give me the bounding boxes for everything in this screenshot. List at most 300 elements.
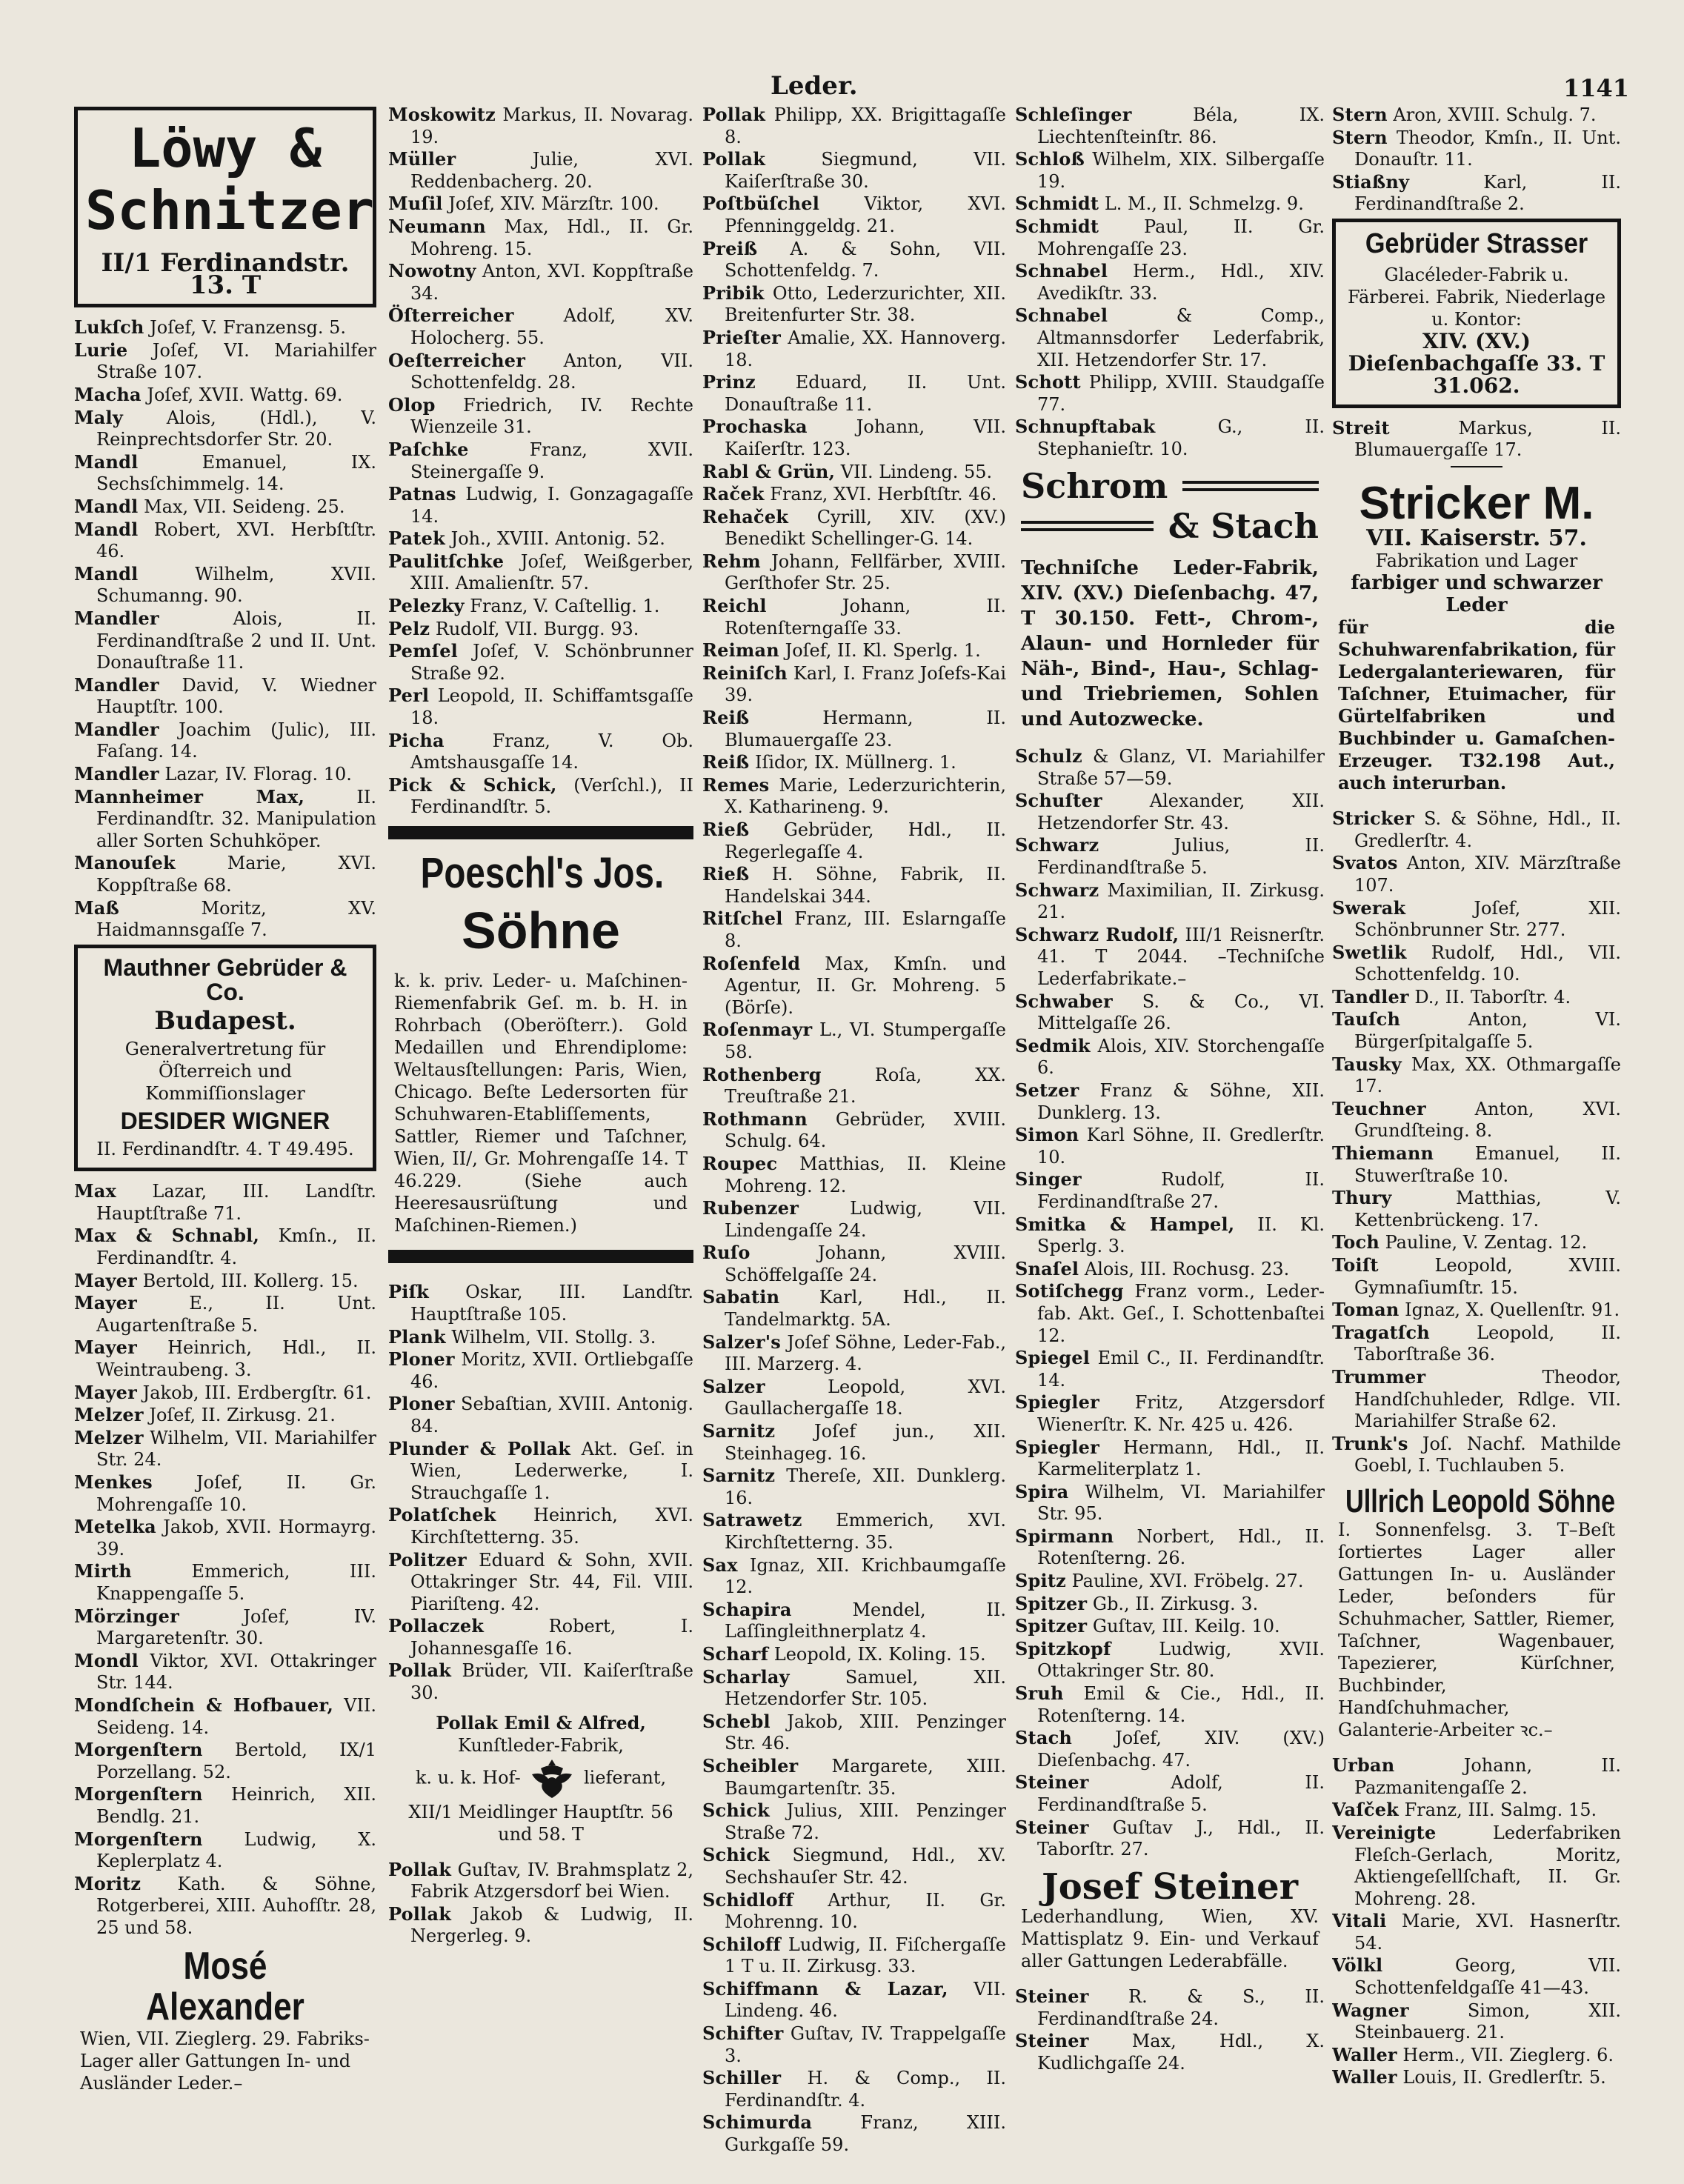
directory-entry: [1015, 1258, 1325, 1281]
entry-name: Toiſt: [1332, 1254, 1379, 1276]
ad-loewy-name-1: Löwy &: [128, 117, 322, 179]
entry-details: Margarete, XIII. Baumgartenſtr. 35.: [725, 1755, 1006, 1799]
entry-details: Emil & Cie., Hdl., II. Rotenſterng. 14.: [1037, 1683, 1325, 1726]
directory-entry: [1015, 1525, 1325, 1570]
entry-name: Schiffmann & Lazar,: [702, 1977, 948, 2000]
ad-mose-text: Wien, VII. Zieglerg. 29. Fabriks-Lager aller Gattungen In- und Ausländer Leder.–: [80, 2028, 370, 2094]
entry-details: II. Kl. Sperlg. 3.: [1037, 1213, 1325, 1257]
entry-name: Müller: [388, 148, 456, 170]
entry-details: Karl Söhne, II. Gredlerſtr. 10.: [1037, 1125, 1325, 1168]
entry-details: Leopold, XVI. Gaullachergaſſe 18.: [725, 1376, 1006, 1419]
directory-entry: [388, 1549, 693, 1616]
directory-entry: [388, 483, 693, 527]
entry-details: G., II. Stephanieſtr. 10.: [1037, 416, 1325, 459]
separator-bar: [388, 1250, 693, 1263]
entry-name: Steiner: [1015, 1985, 1089, 2008]
entry-details: Aron, XVIII. Schulg. 7.: [1387, 104, 1597, 125]
entry-details: Maximilian, II. Zirkusg. 21.: [1037, 879, 1325, 923]
ad-mauthner: [74, 945, 376, 1171]
entry-details: Emmerich, III. Knappengaſſe 5.: [96, 1561, 376, 1604]
directory-entry: [1332, 127, 1621, 171]
entry-name: Scharlay: [702, 1665, 790, 1688]
entry-details: Marie, Lederzurichterin, X. Katharineng. 9.: [725, 774, 1006, 818]
directory-entry: [1332, 1754, 1621, 1799]
ad-schrom-text: Techniſche Leder-Fabrik, XIV. (XV.) Dieſenbachg. 47, T 30.150. Fett-, Chrom-, Alaun- und Hornleder für Näh-, Bind-, Hau-, Schlag- und Triebriemen, Sohlen und Autozwecke.: [1021, 557, 1319, 731]
entry-details: Lazar, III. Landſtr. Hauptſtraße 71.: [96, 1181, 376, 1224]
entry-name: Steiner: [1015, 1771, 1089, 1794]
entry-details: Anton, XIV. Märzſtraße 107.: [1354, 853, 1621, 896]
entry-name: Pollaczek: [388, 1615, 485, 1637]
entry-details: Viktor, XVI. Pfenninggeldg. 21.: [725, 193, 1006, 236]
entry-name: Mandl: [74, 450, 139, 473]
entry-name: Rubenzer: [702, 1197, 799, 1219]
entry-name: Satrawetz: [702, 1509, 802, 1531]
entries-list: [388, 1859, 693, 1948]
directory-entry: [702, 1465, 1006, 1509]
entry-name: Sruh: [1015, 1682, 1064, 1705]
entry-details: VII. Lindeng. 55.: [835, 461, 993, 482]
entries-list: [702, 104, 1006, 2154]
entry-name: Remes: [702, 773, 770, 796]
entry-name: Reiman: [702, 639, 779, 662]
entry-details: VII. Seideng. 14.: [96, 1694, 376, 1738]
directory-entry: [388, 260, 693, 304]
directory-entry: [702, 506, 1006, 550]
directory-entry: [1332, 986, 1621, 1009]
directory-entry: [1015, 416, 1325, 460]
separator-bar: [1182, 481, 1319, 491]
directory-entry: [388, 640, 693, 685]
entry-name: Pollak: [388, 1902, 452, 1925]
entry-name: Stern: [1332, 126, 1388, 148]
directory-entry: [388, 1504, 693, 1548]
entry-name: Sarnitz: [702, 1420, 776, 1442]
entry-details: Hermann, Hdl., II. Karmeliterplatz 1.: [1037, 1436, 1325, 1480]
directory-entry: [388, 550, 693, 595]
directory-entry: [1015, 1436, 1325, 1481]
entries-list: [1332, 1754, 1621, 2089]
entry-name: Olop: [388, 393, 436, 416]
entry-details: Anton, XVI. Koppſtraße 34.: [410, 261, 693, 304]
directory-entry: [702, 148, 1006, 193]
directory-entry: [388, 1281, 693, 1325]
entry-details: Joſef, II. Gr. Mohrengaſſe 10.: [96, 1472, 376, 1515]
directory-entry: [388, 1438, 693, 1505]
directory-entry: [702, 707, 1006, 751]
directory-entry: [702, 238, 1006, 282]
entry-details: Alois, (Hdl.), V. Reinprechtsdorfer Str. 20.: [96, 407, 376, 450]
ad-schrom-stach: [1015, 464, 1325, 737]
entry-details: Alois, XIV. Storchengaſſe 6.: [1037, 1035, 1325, 1079]
directory-entry: [388, 104, 693, 148]
entry-details: Pauline, XVI. Fröbelg. 27.: [1065, 1571, 1304, 1592]
entry-name: Salzer: [702, 1375, 765, 1397]
directory-entry: [1015, 1985, 1325, 2030]
entry-details: Otto, Lederzurichter, XII. Breitenfurter Str. 38.: [725, 282, 1006, 326]
directory-entry: [1332, 1254, 1621, 1299]
ad-poeschl-name-2: Söhne: [462, 901, 620, 959]
entry-details: Joachim (Julic), III. Faſang. 14.: [96, 719, 376, 762]
directory-entry: [1015, 1213, 1325, 1258]
entry-name: Reiß: [702, 751, 750, 773]
entry-details: Kath. & Söhne, Rotgerberei, XIII. Auhofſtr. 28, 25 und 58.: [96, 1873, 376, 1938]
directory-entry: [702, 1554, 1006, 1599]
entries-list: [1332, 104, 1621, 216]
entry-details: II. Ferdinandſtr. 32. Manipulation aller Sorten Schuhköper.: [96, 786, 376, 851]
directory-entry: [1015, 1727, 1325, 1771]
page-title: Leder.: [771, 71, 858, 101]
entry-name: Pemſel: [388, 640, 458, 662]
entry-name: Raček: [702, 483, 765, 505]
directory-entry: [702, 1978, 1006, 2022]
entry-name: Roſenfeld: [702, 952, 801, 974]
entry-name: Schuſter: [1015, 790, 1102, 812]
entry-details: (Verſchl.), II Ferdinandſtr. 5.: [410, 774, 693, 818]
directory-entry: [388, 730, 693, 774]
entry-details: Matthias, II. Kleine Mohreng. 12.: [725, 1153, 1006, 1196]
entry-name: Scharf: [702, 1642, 769, 1665]
directory-entry: [1332, 417, 1621, 462]
entry-details: E., II. Unt. Augartenſtraße 5.: [96, 1293, 376, 1336]
entry-name: Rabl & Grün,: [702, 460, 836, 482]
ad-stricker-name: Stricker M.: [1359, 478, 1594, 530]
directory-entry: [702, 1153, 1006, 1197]
directory-entry: [1332, 1433, 1621, 1477]
entry-details: Marie, XVI. Hasnerſtr. 54.: [1354, 1911, 1621, 1954]
entry-details: Joh., XVIII. Antonig. 52.: [445, 528, 665, 550]
entry-name: Melzer: [74, 1426, 144, 1448]
directory-entry: [74, 1739, 376, 1783]
directory-entry: [702, 1800, 1006, 1844]
entry-details: Franz & Söhne, XII. Dunklerg. 13.: [1037, 1080, 1325, 1123]
directory-entry: [74, 1650, 376, 1694]
entry-name: Roſenmayr: [702, 1019, 813, 1041]
entries-list: [1332, 808, 1621, 1477]
entry-name: Öſterreicher: [388, 304, 514, 327]
entry-details: Rudolf, II. Ferdinandſtraße 27.: [1037, 1169, 1325, 1212]
entry-details: Johann, VII. Kaiſerſtr. 123.: [725, 416, 1006, 459]
entry-name: Swerak: [1332, 896, 1406, 919]
entry-name: Max & Schnabl,: [74, 1225, 260, 1247]
directory-entry: [74, 1873, 376, 1940]
entry-name: Rothenberg: [702, 1063, 822, 1085]
entry-details: & Glanz, VI. Mariahilfer Straße 57—59.: [1037, 746, 1325, 789]
entry-name: Maly: [74, 406, 123, 428]
entry-name: Mörzinger: [74, 1605, 179, 1627]
directory-entry: [74, 1783, 376, 1828]
directory-entry: [74, 1225, 376, 1269]
entry-details: Louis, II. Gredlerſtr. 5.: [1397, 2067, 1606, 2088]
entry-details: Herm., VII. Zieglerg. 6.: [1397, 2044, 1614, 2065]
entry-details: Matthias, V. Kettenbrückeng. 17.: [1354, 1188, 1621, 1231]
directory-entry: [1332, 1910, 1621, 1954]
directory-entry: [388, 1326, 693, 1349]
directory-entry: [1332, 897, 1621, 942]
entry-name: Teuchner: [1332, 1097, 1426, 1119]
directory-entry: [1015, 790, 1325, 834]
entry-name: Schwarz: [1015, 834, 1099, 856]
directory-entry: [1015, 1079, 1325, 1124]
entry-name: Spiegel: [1015, 1347, 1091, 1369]
entry-details: Leopold, II. Taborſtraße 36.: [1354, 1322, 1621, 1365]
directory-entry: [74, 1404, 376, 1427]
directory-entry: [702, 953, 1006, 1019]
entry-name: Schmidt: [1015, 215, 1099, 237]
directory-entry: [702, 1242, 1006, 1286]
ad-pollak-right: lieferant,: [583, 1767, 667, 1788]
directory-entry: [74, 1694, 376, 1739]
entry-name: Maß: [74, 896, 119, 919]
ad-poeschl-text: k. k. priv. Leder- u. Maſchinen-Riemenfabrik Geſ. m. b. H. in Rohrbach (Oberöſterr.). Gold Medaillen und Ehrendiplome: Weltausſtellungen: Paris, Wien, Chicago. Beſte Ledersorten für Schuhwaren-Etabliſſements, Sattler, Riemer und Taſchner, Wien, II/, Gr. Mohrengaſſe 14. T 46.229. (Siehe auch Heeresausrüſtung und Maſchinen-Riemen.): [394, 971, 688, 1236]
directory-entry: [1015, 834, 1325, 879]
directory-entry: [1332, 1299, 1621, 1322]
directory-entry: [702, 282, 1006, 327]
directory-entry: [702, 1331, 1006, 1376]
directory-entry: [388, 595, 693, 618]
entry-name: Prinz: [702, 371, 756, 393]
directory-entry: [74, 1180, 376, 1225]
directory-entry: [1015, 1615, 1325, 1638]
entry-details: Johann, Fellfärber, XVIII. Gerſthofer Str. 25.: [725, 550, 1006, 594]
ad-mauthner-address: II. Ferdinandſtr. 4. T 49.495.: [96, 1139, 354, 1160]
directory-entry: [1015, 1481, 1325, 1525]
entry-name: Politzer: [388, 1548, 467, 1571]
entry-details: Franz, XIII. Gurkgaſſe 59.: [725, 2112, 1006, 2154]
directory-entry: [702, 1889, 1006, 1934]
entry-name: Thiemann: [1332, 1142, 1434, 1165]
entry-name: Toman: [1332, 1299, 1400, 1321]
entry-details: Guſtav, IV. Trappelgaſſe 3.: [725, 2023, 1006, 2066]
entry-details: Emil C., II. Ferdinandſtr. 14.: [1037, 1348, 1325, 1391]
directory-entry: [388, 1859, 693, 1903]
entry-details: Leopold, II. Schiffamtsgaſſe 18.: [410, 685, 693, 729]
entry-name: Oeſterreicher: [388, 349, 526, 371]
entry-name: Spira: [1015, 1480, 1069, 1502]
entry-name: Roupec: [702, 1152, 778, 1174]
entry-details: Alexander, XII. Hetzendorfer Str. 43.: [1037, 790, 1325, 833]
entry-details: Max, VII. Seideng. 25.: [138, 496, 345, 517]
entry-details: Pauline, V. Zentag. 12.: [1379, 1232, 1588, 1254]
directory-entry: [74, 852, 376, 896]
entry-details: Emanuel, II. Stuwerſtraße 10.: [1354, 1143, 1621, 1186]
entry-details: S. & Co., VI. Mittelgaſſe 26.: [1037, 991, 1325, 1034]
entry-details: Guſtav J., Hdl., II. Taborſtr. 27.: [1037, 1817, 1325, 1860]
entry-details: Arthur, II. Gr. Mohrenng. 10.: [725, 1889, 1006, 1933]
entry-details: Norbert, Hdl., II. Rotenſterng. 26.: [1037, 1525, 1325, 1569]
ad-pollak-emil: [388, 1708, 693, 1850]
directory-entry: [702, 1197, 1006, 1242]
entry-details: H. & Comp., II. Ferdinandſtr. 4.: [725, 2068, 1006, 2111]
directory-entry: [1015, 1035, 1325, 1079]
entry-details: & Comp., Altmannsdorfer Lederfabrik, XII. Hetzendorfer Str. 17.: [1037, 305, 1325, 370]
directory-entry: [74, 1427, 376, 1471]
entry-name: Mayer: [74, 1336, 137, 1359]
entry-name: Schwaber: [1015, 990, 1113, 1012]
entry-details: Joſef, IV. Margaretenſtr. 30.: [96, 1605, 376, 1649]
entry-name: Rehaček: [702, 505, 789, 527]
entry-name: Waller: [1332, 2066, 1397, 2088]
entry-name: Schidloff: [702, 1888, 793, 1911]
directory-entry: [702, 104, 1006, 148]
directory-entry: [1015, 1347, 1325, 1391]
directory-entry: [74, 1292, 376, 1336]
directory-entry: [702, 1666, 1006, 1711]
entry-name: Setzer: [1015, 1079, 1079, 1101]
entry-details: Hermann, II. Blumauergaſſe 23.: [725, 708, 1006, 750]
entry-details: Joſef, VI. Mariahilfer Straße 107.: [96, 339, 376, 383]
entry-details: Wilhelm, VII. Mariahilfer Str. 24.: [96, 1427, 376, 1471]
entry-details: Iſidor, IX. Müllnerg. 1.: [749, 752, 956, 773]
ad-mauthner-name: Mauthner Gebrüder & Co.: [103, 953, 347, 1006]
ad-poeschl-name-1: Poeschl's Jos.: [420, 849, 665, 897]
entry-details: Franz vorm., Leder-fab. Akt. Geſ., I. Schottenbaſtei 12.: [1037, 1281, 1325, 1346]
entry-details: Johann, XVIII. Schöffelgaſſe 24.: [725, 1242, 1006, 1285]
entry-details: Wilhelm, XVII. Schumanng. 90.: [96, 563, 376, 607]
entry-name: Schleſinger: [1015, 104, 1132, 125]
entry-name: Max: [74, 1180, 117, 1202]
entry-name: Trunk's: [1332, 1432, 1408, 1454]
entry-name: Lurie: [74, 339, 128, 361]
entry-name: Nowotny: [388, 260, 476, 282]
entry-details: Mendel, II. Laſſingleithnerplatz 4.: [725, 1599, 1006, 1642]
directory-entry: [1332, 1366, 1621, 1433]
entry-details: Johann, II. Rotenſterngaſſe 33.: [725, 596, 1006, 639]
ad-strasser-name: Gebrüder Strasser: [1365, 227, 1588, 259]
entry-name: Spiegler: [1015, 1436, 1099, 1458]
entry-details: Max, Hdl., II. Gr. Mohreng. 15.: [410, 216, 693, 259]
entry-name: Schnabel: [1015, 260, 1108, 282]
entry-details: Jakob & Ludwig, II. Nergerleg. 9.: [410, 1903, 693, 1947]
directory-entry: [1015, 2030, 1325, 2074]
directory-entry: [74, 674, 376, 719]
entry-name: Muſil: [388, 193, 443, 215]
entry-details: Bertold, IX/1 Porzellang. 52.: [96, 1739, 376, 1782]
directory-entry: [1015, 745, 1325, 790]
entry-details: Ludwig, VII. Lindengaſſe 24.: [725, 1198, 1006, 1241]
entry-name: Schimurda: [702, 2111, 813, 2134]
entry-name: Mandl: [74, 495, 139, 517]
entry-details: Bertold, III. Kollerg. 15.: [136, 1270, 359, 1291]
entry-name: Smitka & Hampel,: [1015, 1213, 1235, 1235]
directory-entry: [1332, 2066, 1621, 2089]
entry-name: Sotiſchegg: [1015, 1280, 1124, 1302]
directory-entry: [702, 1711, 1006, 1755]
entry-name: Waller: [1332, 2043, 1397, 2065]
directory-entry: [1332, 1954, 1621, 1999]
entry-name: Spitzkopf: [1015, 1637, 1111, 1659]
directory-entry: [702, 416, 1006, 460]
entry-details: Heinrich, Hdl., II. Weintraubeng. 3.: [96, 1337, 376, 1381]
directory-entry: [1015, 1638, 1325, 1682]
ad-stricker-line-2: farbiger und schwarzer Leder: [1351, 572, 1603, 617]
entry-details: L. M., II. Schmelzg. 9.: [1099, 193, 1304, 215]
entry-name: Patnas: [388, 483, 456, 505]
entry-details: Ludwig, II. Fiſchergaſſe 1 T u. II. Zirkusg. 33.: [725, 1934, 1006, 1977]
entry-name: Toch: [1332, 1231, 1380, 1254]
entry-details: Guſtav, III. Keilg. 10.: [1087, 1616, 1280, 1637]
entry-details: Eduard, II. Unt. Donauſtraße 11.: [725, 372, 1006, 415]
ad-schrom-row-2: [1021, 505, 1319, 546]
entry-details: Philipp, XX. Brigittagaſſe 8.: [725, 104, 1006, 147]
directory-entry: [702, 550, 1006, 595]
ad-loewy-address: II/1 Ferdinandstr. 13. T: [101, 248, 350, 301]
entry-name: Prieſter: [702, 326, 782, 348]
entry-details: Wilhelm, VII. Stollg. 3.: [445, 1326, 656, 1348]
entry-details: Theodor, Handſchuhleder, Rdlge. VII. Mariahilfer Straße 62.: [1354, 1366, 1621, 1432]
entry-details: Ludwig, X. Keplerplatz 4.: [96, 1828, 376, 1872]
entries-list: [1332, 417, 1621, 462]
entry-name: Schapira: [702, 1598, 792, 1620]
entry-name: Perl: [388, 685, 430, 707]
entry-name: Mandl: [74, 562, 139, 585]
page-number: 1141: [1563, 74, 1630, 102]
entry-name: Simon: [1015, 1124, 1079, 1146]
directory-entry: [1332, 1822, 1621, 1910]
ad-loewy-schnitzer: [74, 107, 376, 307]
directory-entry: [388, 148, 693, 193]
entry-details: III/1 Reisnerſtr. 41. T 2044. –Techniſche Lederfabrikate.–: [1037, 924, 1325, 990]
separator-bar: [388, 826, 693, 839]
directory-entry: [702, 751, 1006, 774]
entry-name: Mayer: [74, 1292, 137, 1314]
entry-name: Mandler: [74, 673, 159, 696]
directory-entry: [1332, 171, 1621, 216]
directory-entry: [1332, 1231, 1621, 1254]
entry-name: Plank: [388, 1325, 446, 1348]
entry-details: H. Söhne, Fabrik, II. Handelskai 344.: [725, 864, 1006, 907]
directory-entry: [702, 461, 1006, 484]
entry-details: Anton, VI. Bürgerſpitalgaſſe 5.: [1354, 1009, 1621, 1053]
directory-entry: [1015, 1682, 1325, 1727]
ad-ullrich-name: Ullrich Leopold Söhne: [1345, 1482, 1616, 1519]
entry-name: Tauſch: [1332, 1008, 1401, 1031]
ad-steiner-text: Lederhandlung, Wien, XV. Mattisplatz 9. Ein- und Verkauf aller Gattungen Lederabfälle.: [1021, 1906, 1319, 1972]
entry-name: Trummer: [1332, 1365, 1426, 1388]
entry-details: S. & Söhne, Hdl., II. Gredlerſtr. 4.: [1354, 808, 1621, 851]
entry-name: Schloß: [1015, 148, 1085, 170]
entry-name: Mirth: [74, 1560, 132, 1582]
entry-details: Siegmund, Hdl., XV. Sechshauſer Str. 42.: [725, 1845, 1006, 1888]
entry-details: Franz, V. Ob. Amtshausgaſſe 14.: [410, 730, 693, 773]
entry-name: Pollak: [702, 104, 766, 125]
entry-details: Franz, III. Salmg. 15.: [1399, 1800, 1597, 1821]
entry-details: Franz, XVI. Herbſtſtr. 46.: [764, 484, 997, 505]
ad-ullrich-text: I. Sonnenfelsg. 3. T–Beſt ſortiertes Lager aller Gattungen In- u. Ausländer Leder, beſonders für Schuhmacher, Sattler, Riemer, Taſchner, Wagenbauer, Tapezierer, Kürſchner, Buchbinder, Handſchuhmacher, Galanterie-Arbeiter ꝛc.–: [1338, 1519, 1615, 1741]
entry-name: Schwarz Rudolf,: [1015, 923, 1179, 945]
entry-name: Macha: [74, 383, 142, 405]
entry-details: Alois, III. Rochusg. 23.: [1079, 1258, 1290, 1279]
entry-details: Julie, XVI. Reddenbacherg. 20.: [410, 149, 693, 192]
directory-entry: [702, 1599, 1006, 1643]
entry-details: Joſef, V. Franzensg. 5.: [144, 317, 347, 339]
entry-details: Anton, VII. Schottenfeldg. 28.: [410, 350, 693, 393]
entry-name: Moritz: [74, 1872, 142, 1894]
entry-name: Polatſchek: [388, 1504, 496, 1526]
entry-name: Mandler: [74, 763, 159, 785]
entry-name: Patek: [388, 527, 445, 550]
entries-list: [1015, 104, 1325, 461]
directory-entry: [388, 1615, 693, 1659]
entries-list: [1015, 1985, 1325, 2074]
entry-details: Franz, III. Eslarngaſſe 8.: [725, 908, 1006, 951]
entry-details: Rudolf, VII. Burgg. 93.: [430, 618, 639, 639]
entry-name: Reiß: [702, 707, 750, 729]
directory-entry: [702, 1286, 1006, 1331]
entry-details: Joſef, Weißgerber, XIII. Amalienſtr. 57.: [410, 550, 693, 594]
entries-list: [388, 1281, 693, 1704]
entry-name: Reichl: [702, 595, 767, 617]
entry-details: Akt. Geſ. in Wien, Lederwerke, I. Strauchgaſſe 1.: [410, 1438, 693, 1503]
